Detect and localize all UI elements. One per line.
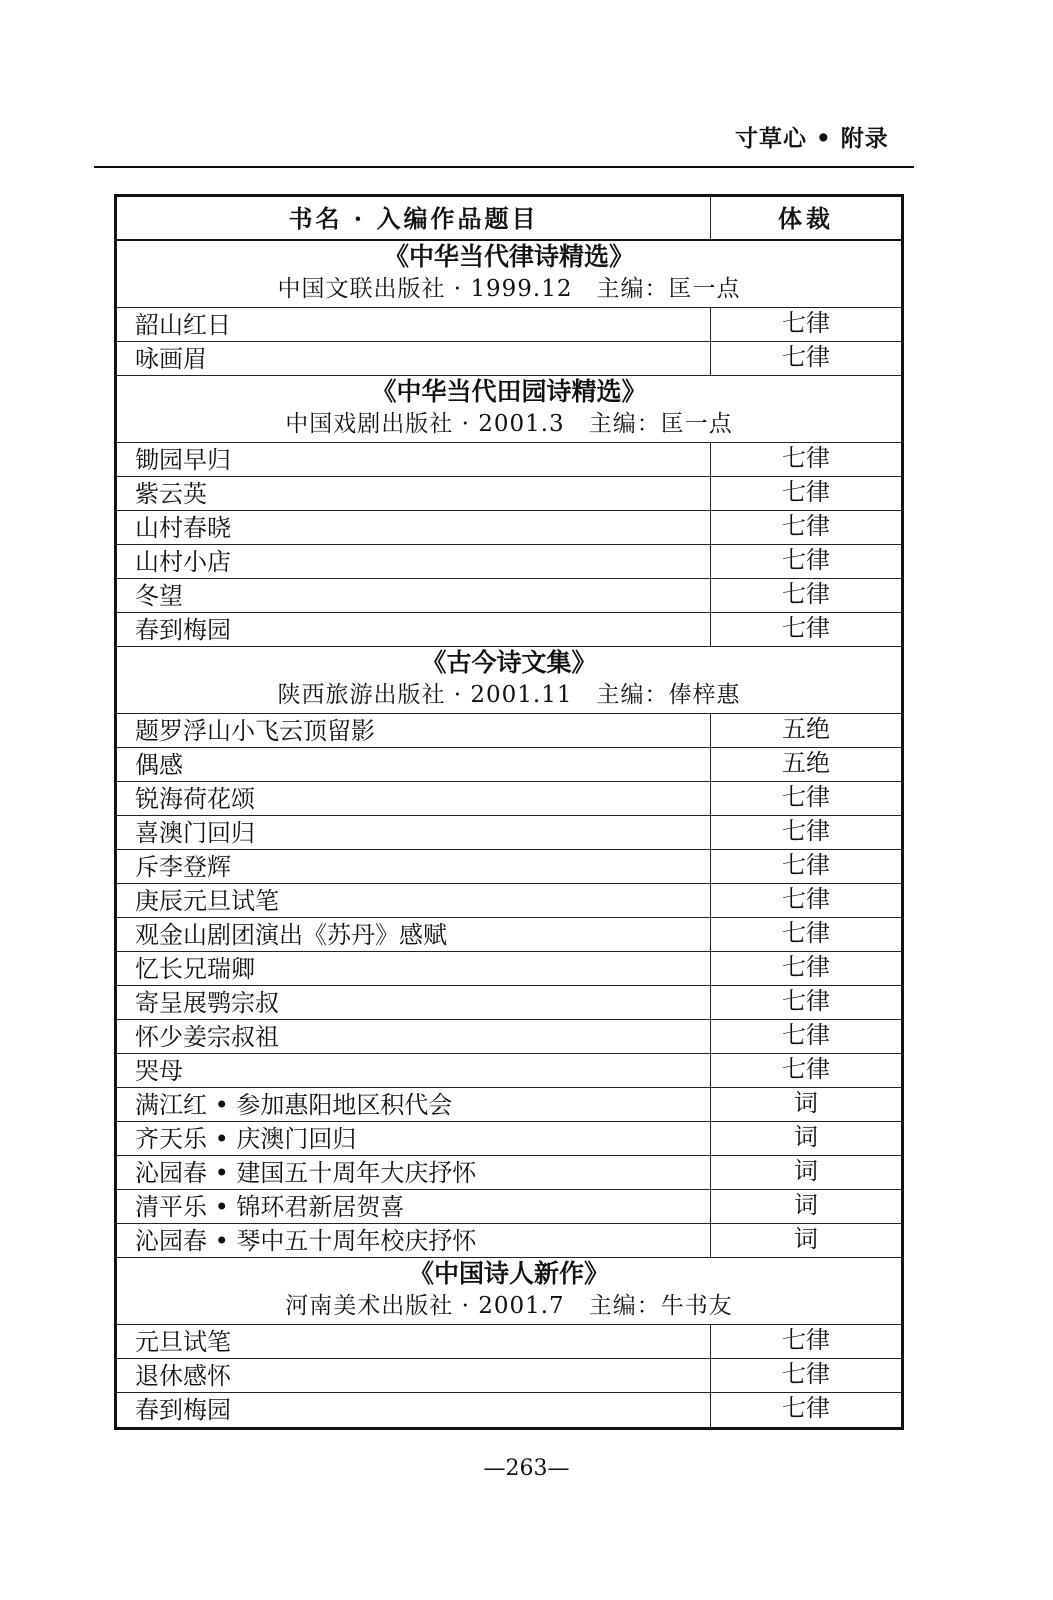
work-genre: 七律 — [710, 1325, 901, 1358]
work-genre: 七律 — [710, 918, 901, 951]
work-genre: 七律 — [710, 545, 901, 578]
table-row — [117, 1020, 901, 1054]
work-genre: 七律 — [710, 443, 901, 476]
table-row — [117, 443, 901, 477]
table-row — [117, 1156, 901, 1190]
work-title: 寄呈展鹗宗叔 — [135, 989, 279, 1017]
page-number: —263— — [483, 1456, 570, 1481]
table-row — [117, 511, 901, 545]
works-table — [114, 194, 904, 1430]
work-genre: 五绝 — [710, 714, 901, 747]
work-title: 哭母 — [135, 1057, 183, 1085]
table-row — [117, 850, 901, 884]
table-row — [117, 579, 901, 613]
work-title: 怀少姜宗叔祖 — [135, 1023, 279, 1051]
table-header-row — [117, 197, 901, 241]
publisher-info: 河南美术出版社 · 2001.7 主编：牛书友 — [285, 1293, 733, 1319]
work-genre: 词 — [710, 1122, 901, 1155]
work-title: 紫云英 — [135, 480, 207, 508]
work-title: 沁园春 • 建国五十周年大庆抒怀 — [135, 1159, 477, 1187]
work-genre: 词 — [710, 1224, 901, 1257]
work-title: 齐天乐 • 庆澳门回归 — [135, 1125, 357, 1153]
work-genre: 七律 — [710, 613, 901, 646]
table-row — [117, 952, 901, 986]
work-title: 春到梅园 — [135, 616, 231, 644]
table-row — [117, 1190, 901, 1224]
work-genre: 七律 — [710, 850, 901, 883]
work-title: 锐海荷花颂 — [135, 785, 255, 813]
page-header-title: 寸草心 • 附录 — [735, 125, 889, 152]
publisher-info: 中国戏剧出版社 · 2001.3 主编：匡一点 — [285, 411, 733, 437]
work-genre: 词 — [710, 1156, 901, 1189]
table-row — [117, 477, 901, 511]
work-genre: 七律 — [710, 477, 901, 510]
header-rule — [94, 166, 914, 168]
work-title: 满江红 • 参加惠阳地区积代会 — [135, 1091, 453, 1119]
table-row — [117, 1088, 901, 1122]
table-row — [117, 308, 901, 342]
work-title: 退休感怀 — [135, 1362, 231, 1390]
work-genre: 七律 — [710, 816, 901, 849]
work-title: 斥李登辉 — [135, 853, 231, 881]
section-heading — [117, 241, 901, 308]
work-genre: 词 — [710, 1190, 901, 1223]
table-row — [117, 545, 901, 579]
section-heading — [117, 1258, 901, 1325]
work-genre: 七律 — [710, 308, 901, 341]
work-title: 清平乐 • 锦环君新居贺喜 — [135, 1193, 405, 1221]
work-genre: 七律 — [710, 342, 901, 375]
work-genre: 七律 — [710, 1054, 901, 1087]
table-row — [117, 816, 901, 850]
table-row — [117, 1122, 901, 1156]
table-row — [117, 714, 901, 748]
publisher-info: 陕西旅游出版社 · 2001.11 主编：俸梓惠 — [277, 682, 741, 708]
work-genre: 七律 — [710, 952, 901, 985]
book-title: 《中华当代律诗精选》 — [383, 242, 634, 271]
table-row — [117, 782, 901, 816]
work-genre: 七律 — [710, 579, 901, 612]
book-title: 《中国诗人新作》 — [408, 1259, 609, 1288]
work-title: 咏画眉 — [135, 345, 207, 373]
work-title: 观金山剧团演出《苏丹》感赋 — [135, 921, 447, 949]
work-title: 冬望 — [135, 582, 183, 610]
table-row — [117, 918, 901, 952]
work-genre: 七律 — [710, 1020, 901, 1053]
work-title: 锄园早归 — [135, 446, 231, 474]
work-title: 喜澳门回归 — [135, 819, 255, 847]
column-header-genre: 体裁 — [710, 197, 901, 239]
book-title: 《古今诗文集》 — [421, 648, 597, 677]
table-row — [117, 342, 901, 376]
table-row — [117, 1054, 901, 1088]
work-genre: 五绝 — [710, 748, 901, 781]
section-heading — [117, 647, 901, 714]
table-row — [117, 1359, 901, 1393]
work-title: 沁园春 • 琴中五十周年校庆抒怀 — [135, 1227, 477, 1255]
book-title: 《中华当代田园诗精选》 — [371, 377, 647, 406]
publisher-info: 中国文联出版社 · 1999.12 主编：匡一点 — [277, 276, 741, 302]
work-genre: 词 — [710, 1088, 901, 1121]
work-title: 春到梅园 — [135, 1396, 231, 1424]
column-header-title: 书名 · 入编作品题目 — [288, 204, 539, 233]
table-row — [117, 986, 901, 1020]
work-genre: 七律 — [710, 884, 901, 917]
work-genre: 七律 — [710, 782, 901, 815]
table-row — [117, 1224, 901, 1258]
table-row — [117, 1393, 901, 1427]
work-title: 题罗浮山小飞云顶留影 — [135, 717, 375, 745]
section-heading — [117, 376, 901, 443]
work-title: 韶山红日 — [135, 311, 231, 339]
work-title: 元旦试笔 — [135, 1328, 231, 1356]
work-title: 偶感 — [135, 751, 183, 779]
table-row — [117, 1325, 901, 1359]
work-genre: 七律 — [710, 1393, 901, 1427]
work-title: 山村春晓 — [135, 514, 231, 542]
work-genre: 七律 — [710, 986, 901, 1019]
work-genre: 七律 — [710, 511, 901, 544]
work-title: 庚辰元旦试笔 — [135, 887, 279, 915]
work-genre: 七律 — [710, 1359, 901, 1392]
table-row — [117, 884, 901, 918]
work-title: 山村小店 — [135, 548, 231, 576]
table-row — [117, 748, 901, 782]
table-row — [117, 613, 901, 647]
work-title: 忆长兄瑞卿 — [135, 955, 255, 983]
